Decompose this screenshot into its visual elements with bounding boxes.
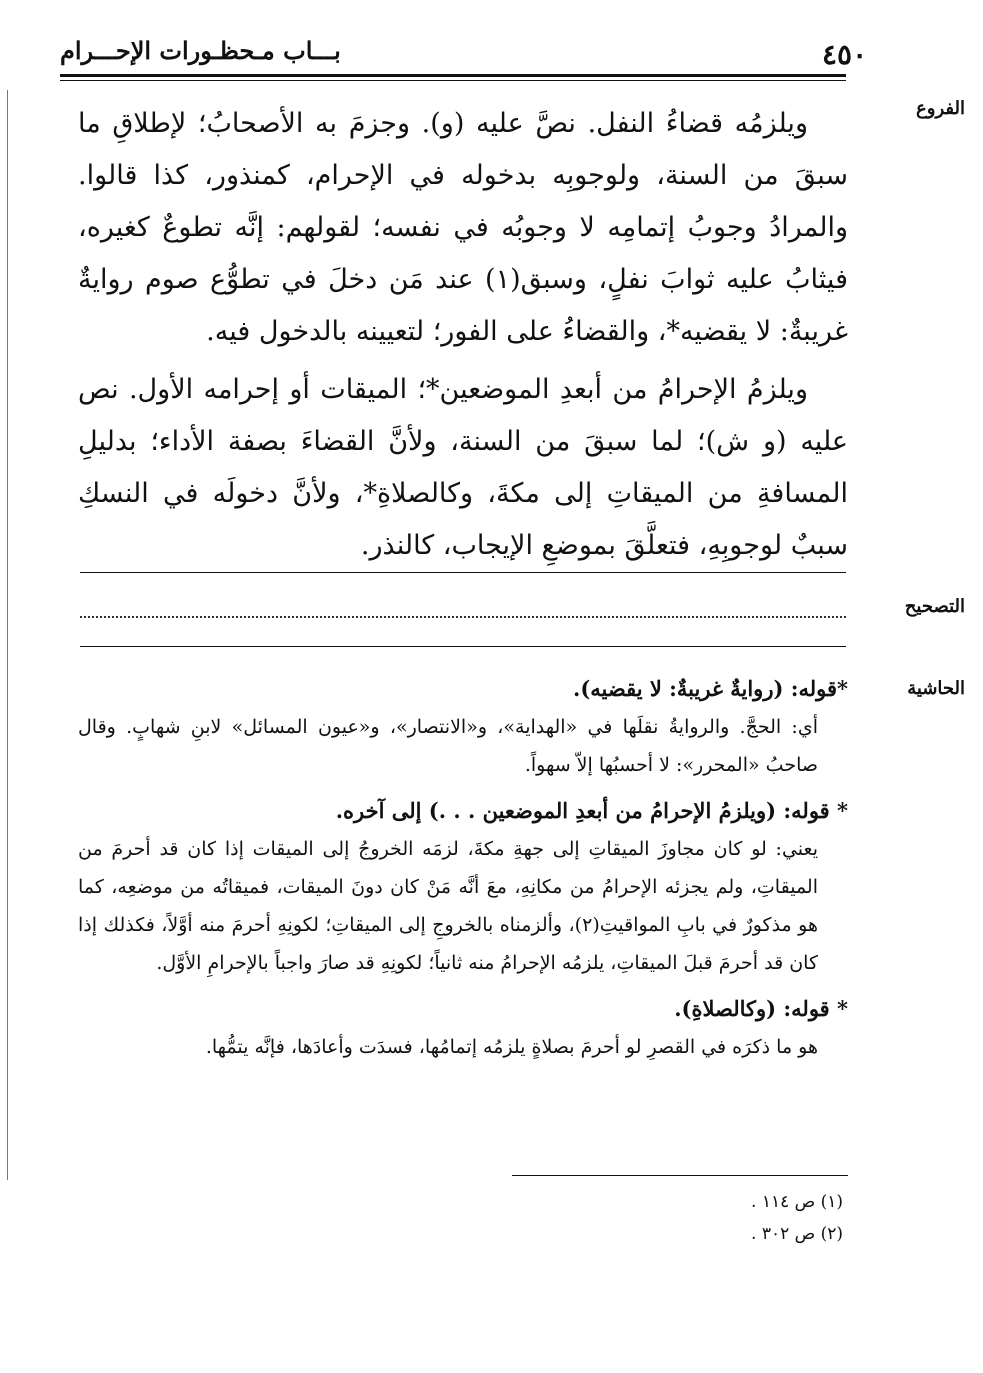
footnote-2: (٢) ص ٣٠٢ . <box>751 1224 843 1244</box>
footnote-rule <box>512 1175 848 1176</box>
tashih-dotted-line <box>80 596 846 618</box>
header-rule <box>60 74 846 77</box>
hashiya-quote-2: * قوله: (ويلزمُ الإحرامُ من أبعدِ الموضعين . . .) إلى آخره. <box>335 798 848 823</box>
label-furu: الفروع <box>916 98 965 119</box>
margin-line <box>7 90 8 1180</box>
tashih-top-rule <box>80 572 846 573</box>
main-text <box>78 98 848 572</box>
footnote-1: (١) ص ١١٤ . <box>751 1192 843 1212</box>
label-hashiya: الحاشية <box>907 678 965 699</box>
page-number: ٤٥٠ <box>822 38 868 71</box>
main-paragraph-1: ويلزمُه قضاءُ النفل. نصَّ عليه (و). وجزمَ به الأصحابُ؛ لإطلاقِ ما سبقَ من السنة، ولوجوبِه بدخوله في الإحرام، كمنذور، كذا قالوا. والمرادُ وجوبُ إتمامِه لا وجوبُه في نفسه؛ لقولهم: إنَّه تطوعٌ كغيره، فيثابُ عليه ثوابَ نفلٍ، وسبق(١) عند مَن دخلَ في تطوُّع صوم روايةٌ غريبةٌ: لا يقضيه*، والقضاءُ على الفور؛ لتعيينه بالدخول فيه. <box>78 108 848 347</box>
hashiya-quote-3: * قوله: (وكالصلاةِ). <box>674 996 848 1021</box>
hashiya-note-3: هو ما ذكرَه في القصرِ لو أحرمَ بصلاةٍ يلزمُه إتمامُها، فسدَت وأعادَها، فإنَّه يتمُّها. <box>205 1036 818 1058</box>
header-rule-thin <box>60 80 846 81</box>
hashiya-note-1: أي: الحجَّ. والروايةُ نقلَها في «الهداية»، و«الانتصار»، و«عيون المسائل» لابنِ شهابٍ. وقال صاحبُ «المحرر»: لا أحسبُها إلاّ سهواً. <box>78 716 818 776</box>
hashiya-section <box>78 670 848 1066</box>
label-tashih: التصحيح <box>904 596 965 617</box>
hashiya-quote-1: *قوله: (روايةٌ غريبةٌ: لا يقضيه). <box>573 676 848 701</box>
footnotes <box>751 1186 843 1250</box>
chapter-title: بـــاب مـحظـورات الإحـــرام <box>60 36 341 65</box>
main-paragraph-2: ويلزمُ الإحرامُ من أبعدِ الموضعين*؛ الميقات أو إحرامه الأول. نص عليه (و ش)؛ لما سبقَ من السنة، ولأنَّ القضاءَ بصفة الأداء؛ بدليلِ المسافةِ من الميقاتِ إلى مكةَ، وكالصلاةِ*، ولأنَّ دخولَه في النسكِ سببٌ لوجوبِهِ، فتعلَّقَ بموضعِ الإيجاب، كالنذر. <box>78 374 848 561</box>
tashih-bottom-rule <box>80 646 846 647</box>
hashiya-note-2: يعني: لو كان مجاوزَ الميقاتِ إلى جهةِ مكةَ، لزمَه الخروجُ إلى الميقات إذا كان قد أحرمَ من الميقاتِ، ولم يجزئه الإحرامُ من مكانِهِ، معَ أنَّه مَنْ كان دونَ الميقات، فميقاتُه من موضعِه، كما هو مذكورٌ في بابِ المواقيتِ(٢)، وألزمناه بالخروجِ إلى الميقاتِ؛ لكونِهِ أحرمَ منه أوَّلاً، فكذلك إذا كان قد أحرمَ قبلَ الميقاتِ، يلزمُه الإحرامُ منه ثانياً؛ لكونِهِ قد صارَ واجباً بالإحرامِ الأوَّل. <box>78 838 818 974</box>
